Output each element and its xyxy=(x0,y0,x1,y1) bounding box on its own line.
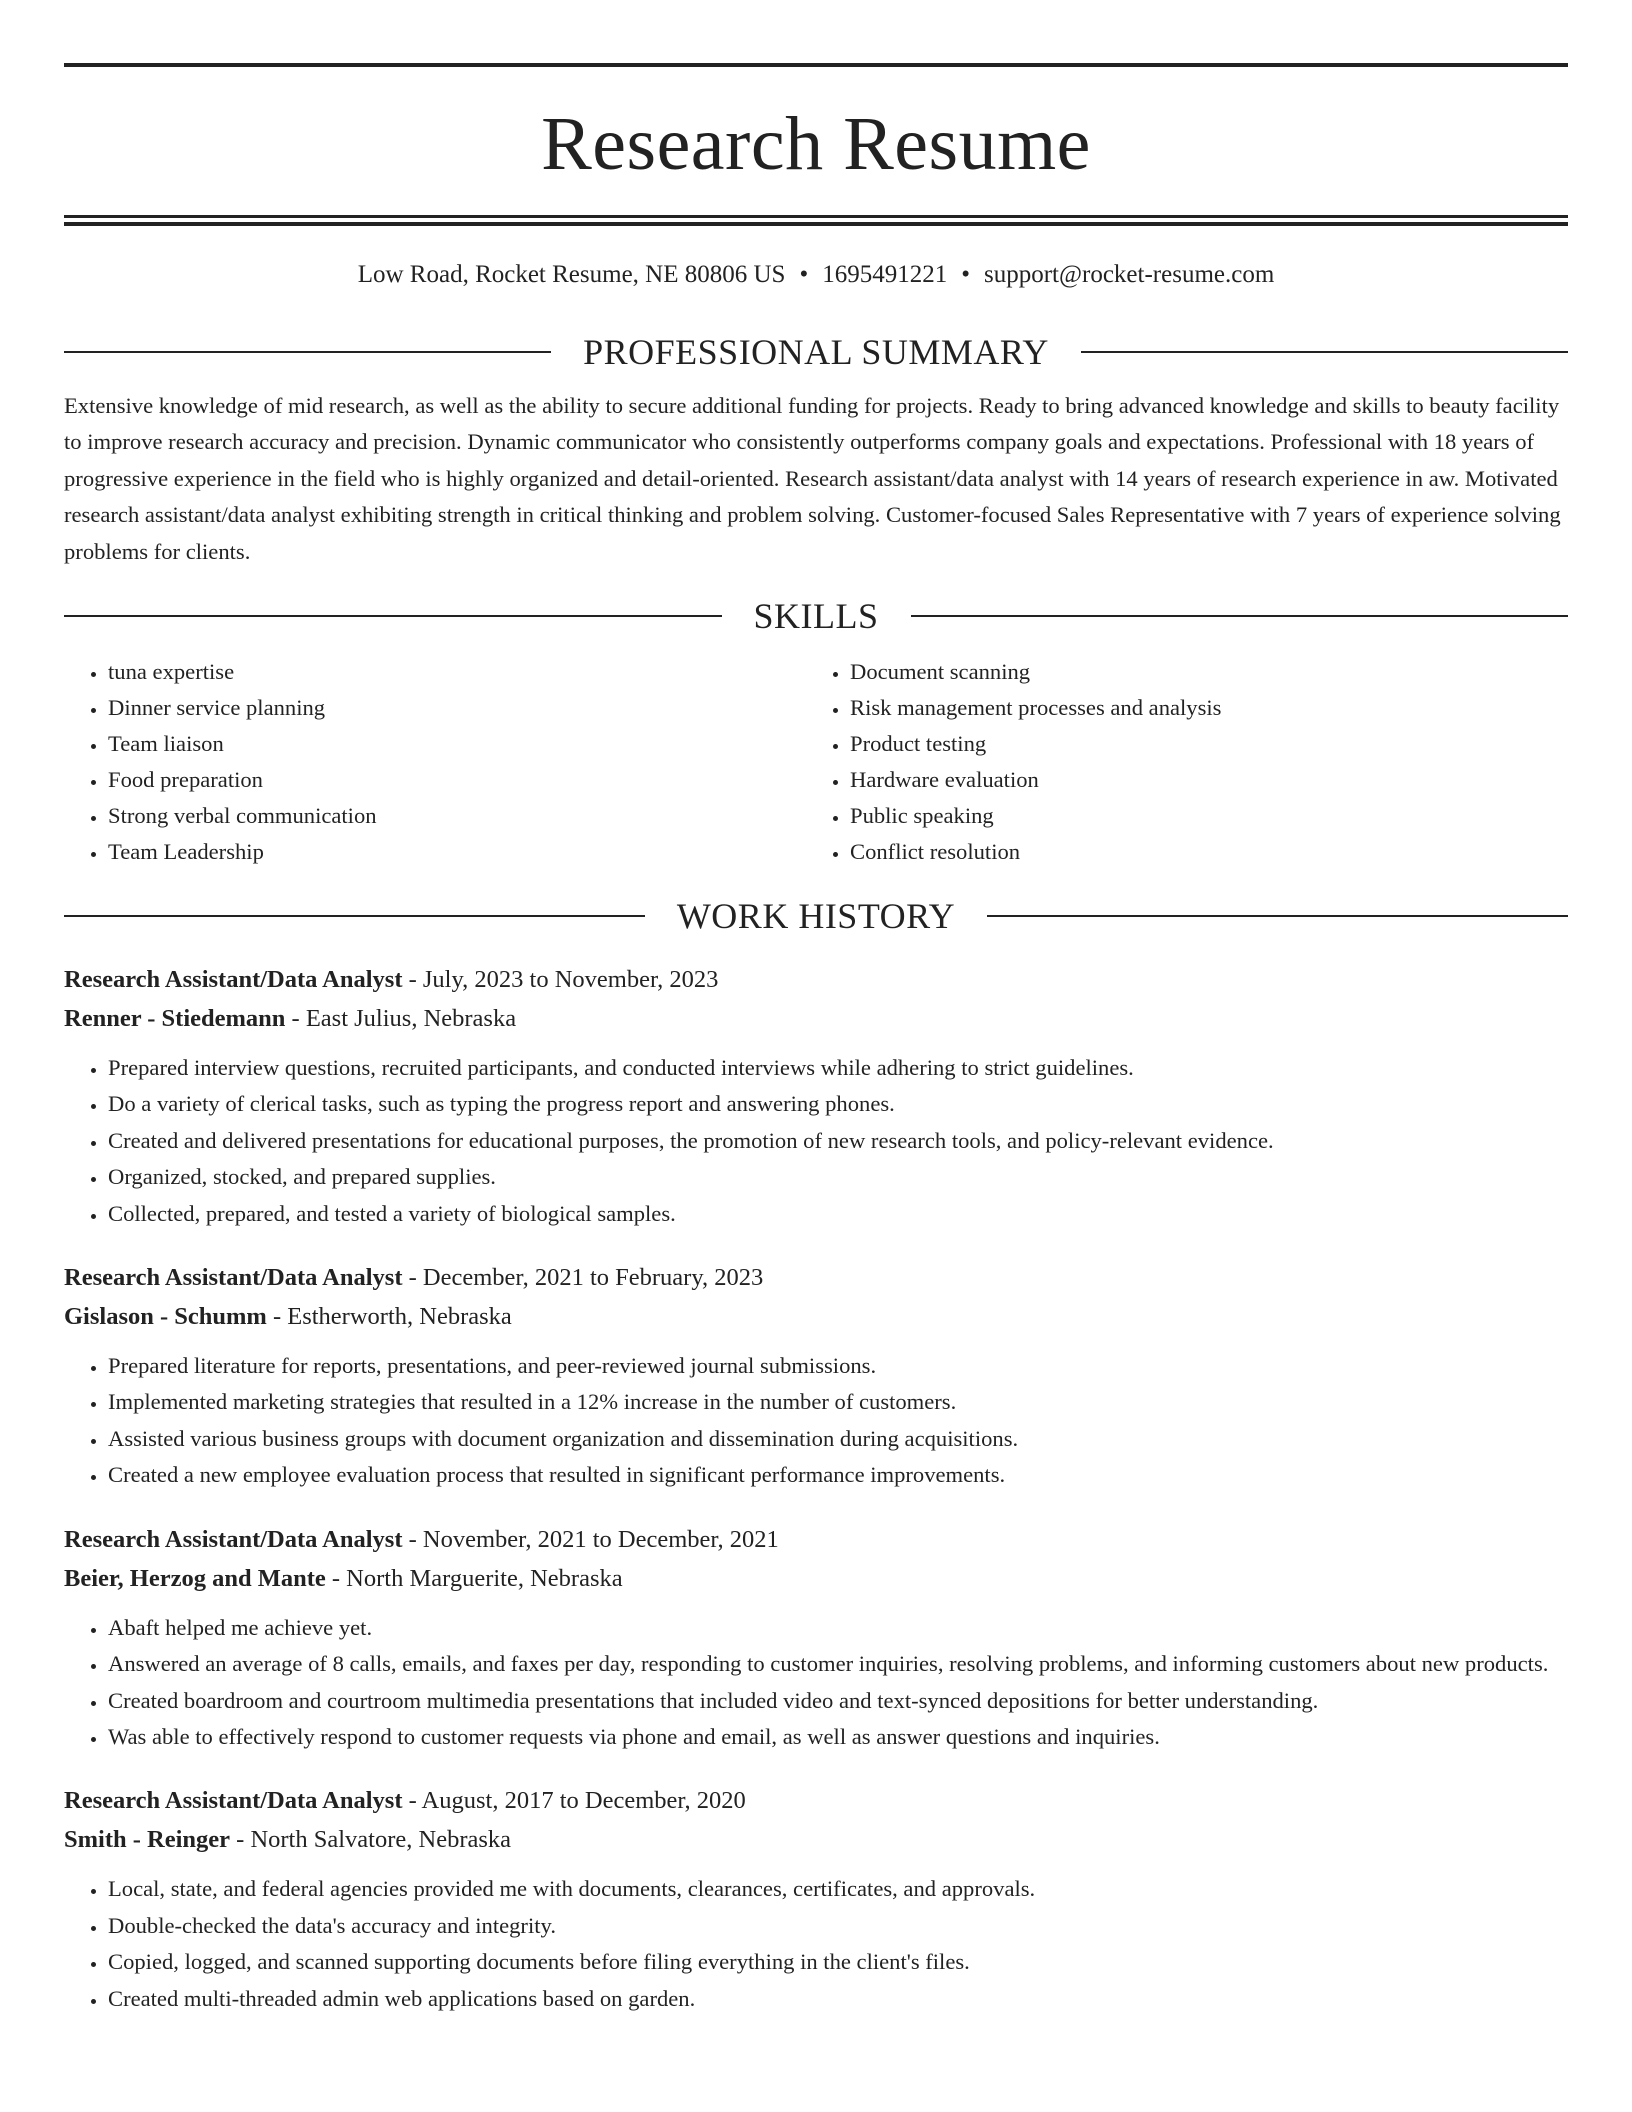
skill-item: • Dinner service planning xyxy=(108,690,806,726)
skill-item: • Team liaison xyxy=(108,726,806,762)
job-title: Research Assistant/Data Analyst xyxy=(64,1525,403,1553)
job-location: - North Salvatore, Nebraska xyxy=(230,1826,512,1854)
section-rule xyxy=(911,615,1569,617)
top-rule xyxy=(64,63,1568,67)
job-bullet: • Double-checked the data's accuracy and integrity. xyxy=(108,1908,1568,1944)
job-title: Research Assistant/Data Analyst xyxy=(64,1787,403,1815)
job-bullet: • Implemented marketing strategies that resulted in a 12% increase in the number of customers. xyxy=(108,1384,1568,1420)
job-title-line xyxy=(64,1258,1568,1297)
job-company: Gislason - Schumm xyxy=(64,1303,267,1331)
skill-item: • Risk management processes and analysis xyxy=(850,690,1548,726)
contact-separator: • xyxy=(799,261,809,288)
job-company-line xyxy=(64,1820,1568,1859)
job-dates: - December, 2021 to February, 2023 xyxy=(402,1264,764,1292)
job-dates: - November, 2021 to December, 2021 xyxy=(402,1525,779,1553)
section-header-skills xyxy=(64,594,1568,638)
contact-address: Low Road, Rocket Resume, NE 80806 US xyxy=(357,261,786,288)
contact-phone: 1695491221 xyxy=(822,261,948,288)
skills-column-right xyxy=(806,654,1548,870)
job-bullet: • Created multi-threaded admin web applications based on garden. xyxy=(108,1981,1568,2017)
skill-item: • Hardware evaluation xyxy=(850,762,1548,798)
job-entry xyxy=(64,960,1568,1232)
job-bullet: • Answered an average of 8 calls, emails, and faxes per day, responding to customer inquiries, resolving problems, and informing customers about new products. xyxy=(108,1646,1568,1682)
skill-item: • Conflict resolution xyxy=(850,834,1548,870)
section-rule xyxy=(64,915,645,917)
job-company-line xyxy=(64,1559,1568,1598)
job-title-line xyxy=(64,1781,1568,1820)
section-header-work-history xyxy=(64,894,1568,938)
skill-item: • Public speaking xyxy=(850,798,1548,834)
skill-item: • Strong verbal communication xyxy=(108,798,806,834)
job-bullet: • Created boardroom and courtroom multimedia presentations that included video and text-synced depositions for better understanding. xyxy=(108,1683,1568,1719)
job-location: - North Marguerite, Nebraska xyxy=(325,1564,623,1592)
job-bullets xyxy=(64,1871,1568,2017)
job-bullet: • Assisted various business groups with document organization and dissemination during acquisitions. xyxy=(108,1421,1568,1457)
section-rule xyxy=(987,915,1568,917)
section-title-summary: PROFESSIONAL SUMMARY xyxy=(583,332,1049,372)
job-company-line xyxy=(64,999,1568,1038)
job-dates: - July, 2023 to November, 2023 xyxy=(402,966,719,994)
job-bullets xyxy=(64,1610,1568,1756)
job-bullet: • Local, state, and federal agencies provided me with documents, clearances, certificates, and approvals. xyxy=(108,1871,1568,1907)
job-location: - East Julius, Nebraska xyxy=(285,1005,517,1033)
job-company-line xyxy=(64,1297,1568,1336)
job-bullets xyxy=(64,1348,1568,1494)
job-bullet: • Organized, stocked, and prepared supplies. xyxy=(108,1159,1568,1195)
section-title-skills: SKILLS xyxy=(753,596,879,637)
section-rule xyxy=(1081,351,1568,353)
job-bullet: • Collected, prepared, and tested a variety of biological samples. xyxy=(108,1196,1568,1232)
job-bullets xyxy=(64,1050,1568,1232)
job-company: Beier, Herzog and Mante xyxy=(64,1564,326,1592)
section-rule xyxy=(64,351,551,353)
section-header-summary xyxy=(64,330,1568,374)
job-bullet: • Created and delivered presentations for educational purposes, the promotion of new research tools, and policy-relevant evidence. xyxy=(108,1123,1568,1159)
contact-line xyxy=(64,260,1568,290)
summary-text: Extensive knowledge of mid research, as well as the ability to secure additional funding for projects. Ready to bring advanced knowledge and skills to beauty facility to improve research accuracy and precision. Dynamic communicator who consistently outperforms company goals and expectations. Professional with 18 years of progressive experience in the field who is highly organized and detail-oriented. Research assistant/data analyst with 14 years of research experience in aw. Motivated research assistant/data analyst exhibiting strength in critical thinking and problem solving. Customer-focused Sales Representative with 7 years of experience solving problems for clients. xyxy=(64,393,1561,564)
job-entry xyxy=(64,1781,1568,2017)
title-double-rule xyxy=(64,215,1568,226)
section-title-work-history: WORK HISTORY xyxy=(676,896,956,937)
contact-email: support@rocket-resume.com xyxy=(983,261,1275,288)
job-bullet: • Copied, logged, and scanned supporting documents before filing everything in the client's files. xyxy=(108,1944,1568,1980)
contact-separator: • xyxy=(961,261,970,288)
resume-page xyxy=(64,0,1568,2017)
skill-item: • Food preparation xyxy=(108,762,806,798)
job-title-line xyxy=(64,960,1568,999)
skill-item: • tuna expertise xyxy=(108,654,806,690)
job-bullet: • Prepared literature for reports, presentations, and peer-reviewed journal submissions. xyxy=(108,1348,1568,1384)
job-bullet: • Do a variety of clerical tasks, such as typing the progress report and answering phones. xyxy=(108,1086,1568,1122)
skill-item: • Product testing xyxy=(850,726,1548,762)
job-entry xyxy=(64,1520,1568,1756)
job-title-line xyxy=(64,1520,1568,1559)
job-bullet: • Created a new employee evaluation process that resulted in significant performance improvements. xyxy=(108,1457,1568,1493)
resume-title: Research Resume xyxy=(541,102,1091,186)
skill-item: • Team Leadership xyxy=(108,834,806,870)
job-location: - Estherworth, Nebraska xyxy=(266,1303,512,1331)
job-title: Research Assistant/Data Analyst xyxy=(64,1264,403,1292)
job-title: Research Assistant/Data Analyst xyxy=(64,966,403,994)
job-entry xyxy=(64,1258,1568,1494)
job-dates: - August, 2017 to December, 2020 xyxy=(402,1787,746,1815)
job-company: Smith - Reinger xyxy=(64,1826,231,1854)
skill-item: • Document scanning xyxy=(850,654,1548,690)
section-rule xyxy=(64,615,722,617)
job-bullet: • Was able to effectively respond to customer requests via phone and email, as well as answer questions and inquiries. xyxy=(108,1719,1568,1755)
skills-list xyxy=(64,654,1568,870)
job-company: Renner - Stiedemann xyxy=(64,1005,286,1033)
job-bullet: • Prepared interview questions, recruited participants, and conducted interviews while adhering to strict guidelines. xyxy=(108,1050,1568,1086)
job-bullet: • Abaft helped me achieve yet. xyxy=(108,1610,1568,1646)
skills-column-left xyxy=(64,654,806,870)
